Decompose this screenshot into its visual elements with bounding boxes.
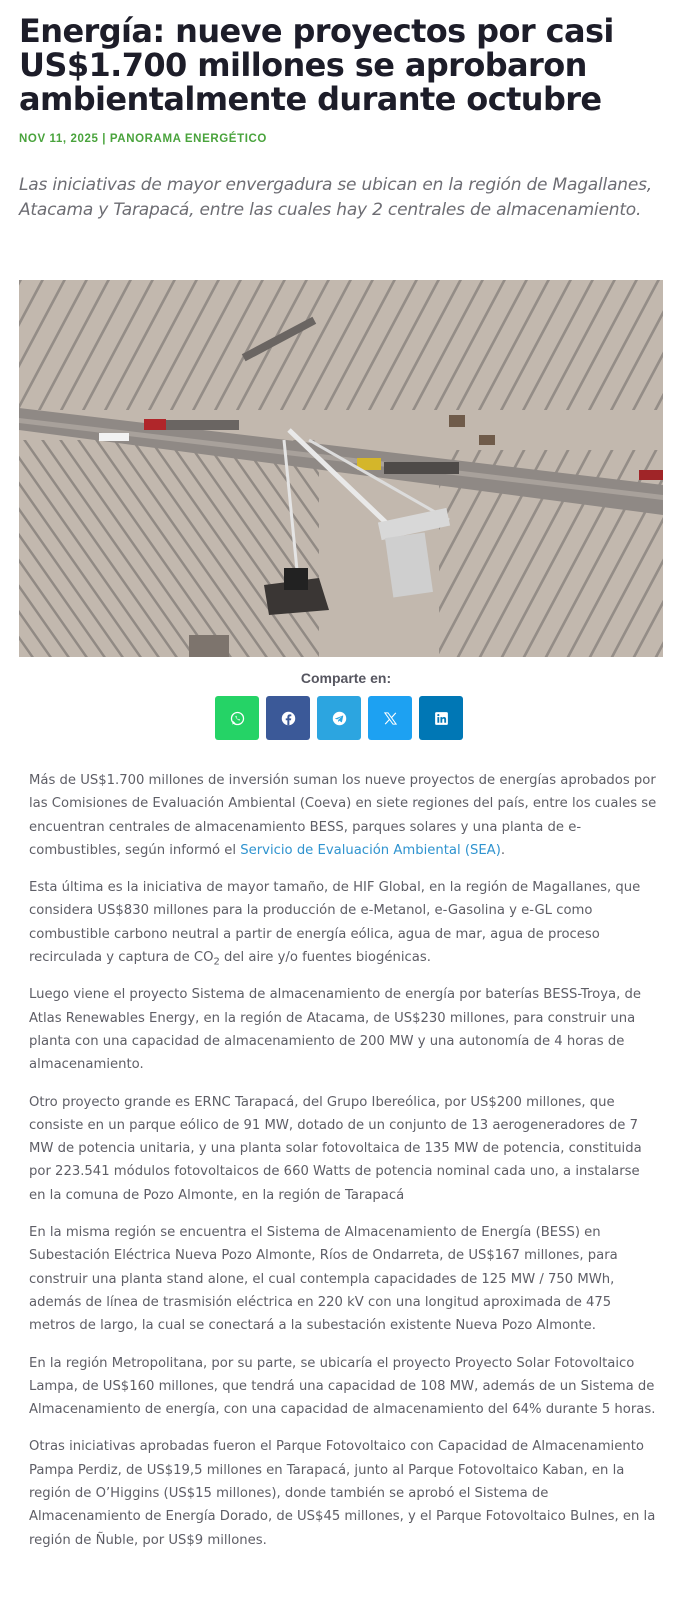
hero-image bbox=[19, 280, 663, 657]
article-paragraph: En la misma región se encuentra el Sistema de Almacenamiento de Energía (BESS) en Subestación Eléctrica Nueva Pozo Almonte, Ríos de Ondarreta, de US$167 millones, para construir una planta stand alone, el cual contempla capacidades de 125 MW / 750 MWh, además de línea de trasmisión eléctrica en 220 kV con una longitud aproximada de 475 metros de largo, la cual se conectará a la subestación existente Nueva Pozo Almonte. bbox=[29, 1225, 618, 1334]
whatsapp-icon bbox=[229, 710, 246, 727]
linkedin-icon bbox=[433, 710, 450, 727]
article-title: Energía: nueve proyectos por casi US$1.700 millones se aprobaron ambientalmente durante octubre bbox=[19, 12, 614, 118]
facebook-icon bbox=[280, 710, 297, 727]
x-icon bbox=[382, 710, 399, 727]
article-paragraph: Otro proyecto grande es ERNC Tarapacá, del Grupo Ibereólica, por US$200 millones, que consiste en un parque eólico de 91 MW, dotado de un conjunto de 13 aerogeneradores de 7 MW de potencia unitaria, y una planta solar fotovoltaica de 135 MW de potencia, constituida por 223.541 módulos fotovoltaicos de 660 Watts de potencia nominal cada uno, a instalarse en la comuna de Pozo Almonte, en la región de Tarapacá bbox=[29, 1094, 642, 1203]
article-date: NOV 11, 2025 bbox=[19, 133, 99, 145]
share-facebook-button[interactable] bbox=[266, 696, 310, 740]
telegram-icon bbox=[331, 710, 348, 727]
article-paragraph: Otras iniciativas aprobadas fueron el Parque Fotovoltaico con Capacidad de Almacenamiento Pampa Perdiz, de US$19,5 millones en Tarapacá, junto al Parque Fotovoltaico Kaban, en la región de O’Higgins (US$15 millones), donde también se aprobó el Sistema de Almacenamiento de Energía Dorado, de US$45 millones, y el Parque Fotovoltaico Bulnes, en la región de Ñuble, por US$9 millones. bbox=[29, 1439, 656, 1548]
article-lead: Las iniciativas de mayor envergadura se ubican en la región de Magallanes, Atacama y Tarapacá, entre las cuales hay 2 centrales de almacenamiento. bbox=[19, 175, 652, 220]
share-x-button[interactable] bbox=[368, 696, 412, 740]
article-paragraph bbox=[29, 769, 659, 862]
meta-separator: | bbox=[102, 133, 107, 145]
paragraph-text: del aire y/o fuentes biogénicas. bbox=[219, 950, 431, 966]
paragraph-text: Más de US$1.700 millones de inversión suman los nueve proyectos de energías aprobados por las Comisiones de Evaluación Ambiental (Coeva) en siete regiones del país, entre los cuales se encuentran centrales de almacenamiento BESS, parques solares y una planta de e-combustibles, según informó el bbox=[29, 773, 657, 858]
solar-plant-aerial-photo bbox=[19, 280, 663, 657]
article-meta bbox=[19, 133, 267, 145]
share-buttons bbox=[215, 696, 463, 740]
article-paragraph: Luego viene el proyecto Sistema de almacenamiento de energía por baterías BESS-Troya, de Atlas Renewables Energy, en la región de Atacama, de US$230 millones, para construir una planta con una capacidad de almacenamiento de 200 MW y una autonomía de 4 horas de almacenamiento. bbox=[29, 987, 641, 1073]
share-label: Comparte en: bbox=[300, 670, 392, 686]
article-paragraph bbox=[29, 876, 659, 969]
article-body bbox=[29, 769, 659, 1566]
paragraph-text: Esta última es la iniciativa de mayor tamaño, de HIF Global, en la región de Magallanes, que considera US$830 millones para la producción de e-Metanol, e-Gasolina y e-GL como combustible carbono neutral a partir de energía eólica, agua de mar, agua de proceso recirculada y captura de CO bbox=[29, 880, 641, 966]
share-whatsapp-button[interactable] bbox=[215, 696, 259, 740]
sea-link[interactable]: Servicio de Evaluación Ambiental (SEA) bbox=[240, 842, 501, 858]
share-linkedin-button[interactable] bbox=[419, 696, 463, 740]
subscript-text: 2 bbox=[213, 956, 220, 968]
paragraph-text: . bbox=[500, 842, 506, 858]
article-category-link[interactable]: PANORAMA ENERGÉTICO bbox=[109, 133, 267, 145]
share-telegram-button[interactable] bbox=[317, 696, 361, 740]
article-paragraph: En la región Metropolitana, por su parte, se ubicaría el proyecto Proyecto Solar Fotovoltaico Lampa, de US$160 millones, que tendrá una capacidad de 108 MW, además de un Sistema de Almacenamiento de energía, con una capacidad de almacenamiento del 64% durante 5 horas. bbox=[29, 1355, 656, 1418]
